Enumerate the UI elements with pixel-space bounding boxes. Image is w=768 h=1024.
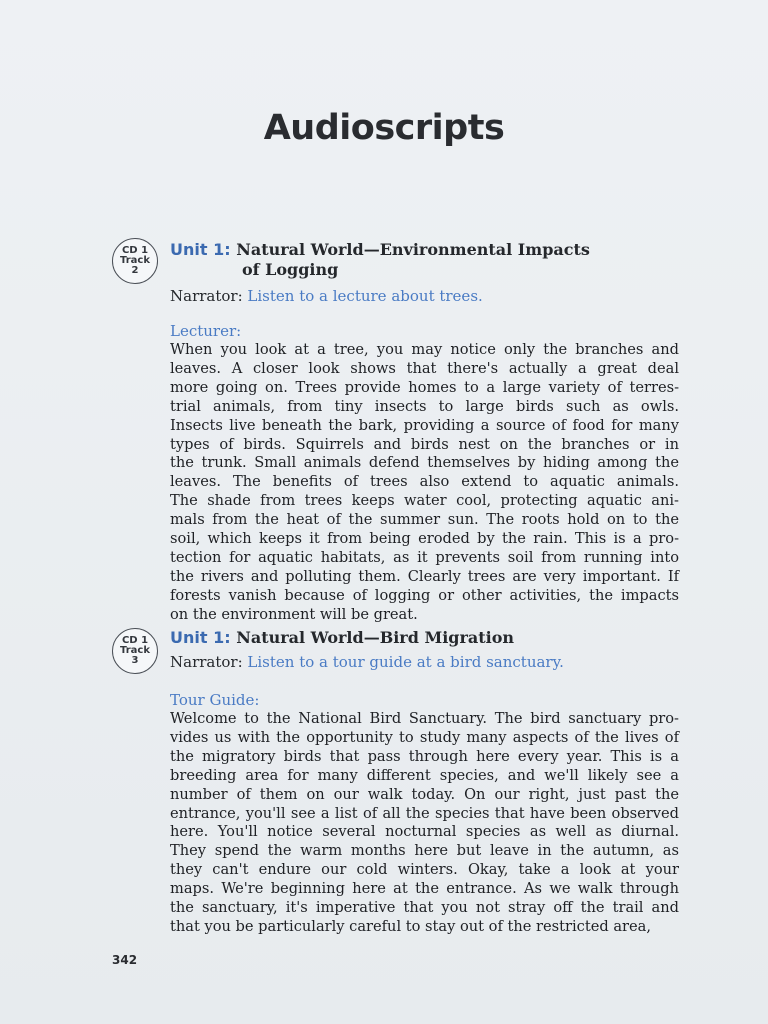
narrator-text: Listen to a lecture about trees. (247, 287, 483, 305)
page-title: Audioscripts (263, 108, 505, 148)
badge-cd-label: CD 1 (121, 245, 149, 256)
page-number: 342 (112, 953, 138, 967)
unit-title-line2: of Logging (242, 260, 339, 279)
script-line: forests vanish because of logging or other activities, the impacts (170, 586, 679, 604)
script-line: here. You'll notice several nocturnal species as well as diurnal. (170, 823, 679, 841)
narrator-label: Narrator: (170, 287, 243, 305)
script-line: leaves. A closer look shows that there's actually a great deal (170, 359, 679, 377)
badge-track-number: 3 (131, 655, 139, 666)
script-line: on the environment will be great. (170, 605, 418, 623)
badge-track-number: 2 (131, 265, 139, 276)
unit-heading (170, 240, 590, 280)
script-line: leaves. The benefits of trees also extend to aquatic animals. (170, 473, 679, 491)
speaker-label: Tour Guide: (170, 691, 260, 709)
script-line: the migratory birds that pass through here every year. This is a (170, 747, 679, 765)
script-line: tection for aquatic habitats, as it prevents soil from running into (170, 548, 679, 566)
script-line: soil, which keeps it from being eroded by the rain. This is a pro- (170, 530, 679, 548)
badge-track-label: Track (120, 255, 150, 266)
script-line: more going on. Trees provide homes to a large variety of terres- (170, 378, 679, 396)
cd-track-badge (112, 628, 158, 674)
script-line: number of them on our walk today. On our right, just past the (170, 785, 679, 803)
narrator-label: Narrator: (170, 653, 243, 671)
unit-title-line1: Natural World—Bird Migration (236, 628, 515, 647)
cd-track-badge (112, 238, 158, 284)
unit-label: Unit 1: (170, 240, 231, 259)
script-line: they can't endure our cold winters. Okay, take a look at your (170, 861, 679, 879)
script-line: entrance, you'll see a list of all the species that have been observed (170, 804, 679, 822)
unit-heading (170, 628, 514, 648)
script-line: breeding area for many different species, and we'll likely see a (170, 766, 679, 784)
script-line: that you be particularly careful to stay out of the restricted area, (170, 917, 651, 935)
badge-track-label: Track (120, 645, 150, 656)
unit-title-line1: Natural World—Environmental Impacts (236, 240, 590, 259)
script-line: mals from the heat of the summer sun. The roots hold on to the (170, 511, 679, 529)
script-line: They spend the warm months here but leave in the autumn, as (170, 842, 679, 860)
script-line: the sanctuary, it's imperative that you not stray off the trail and (170, 899, 679, 917)
unit-label: Unit 1: (170, 628, 231, 647)
script-line: trial animals, from tiny insects to large birds such as owls. (170, 397, 679, 415)
script-line: types of birds. Squirrels and birds nest on the branches or in (170, 435, 679, 453)
badge-cd-label: CD 1 (121, 635, 149, 646)
narrator-line (170, 286, 483, 306)
narrator-line (170, 652, 564, 672)
script-line: When you look at a tree, you may notice only the branches and (170, 341, 679, 358)
script-line: the rivers and polluting them. Clearly trees are very important. If (170, 567, 679, 585)
script-line: the trunk. Small animals defend themselves by hiding among the (170, 454, 679, 472)
script-line: Insects live beneath the bark, providing a source of food for many (170, 416, 679, 434)
script-paragraph (170, 341, 679, 625)
narrator-text: Listen to a tour guide at a bird sanctuary. (247, 653, 564, 671)
script-line: maps. We're beginning here at the entrance. As we walk through (170, 880, 679, 898)
speaker-label: Lecturer: (170, 322, 242, 340)
script-paragraph (170, 710, 679, 937)
script-line: vides us with the opportunity to study many aspects of the lives of (170, 728, 679, 746)
script-line: The shade from trees keeps water cool, protecting aquatic ani- (170, 492, 679, 510)
script-line: Welcome to the National Bird Sanctuary. The bird sanctuary pro- (170, 710, 679, 727)
